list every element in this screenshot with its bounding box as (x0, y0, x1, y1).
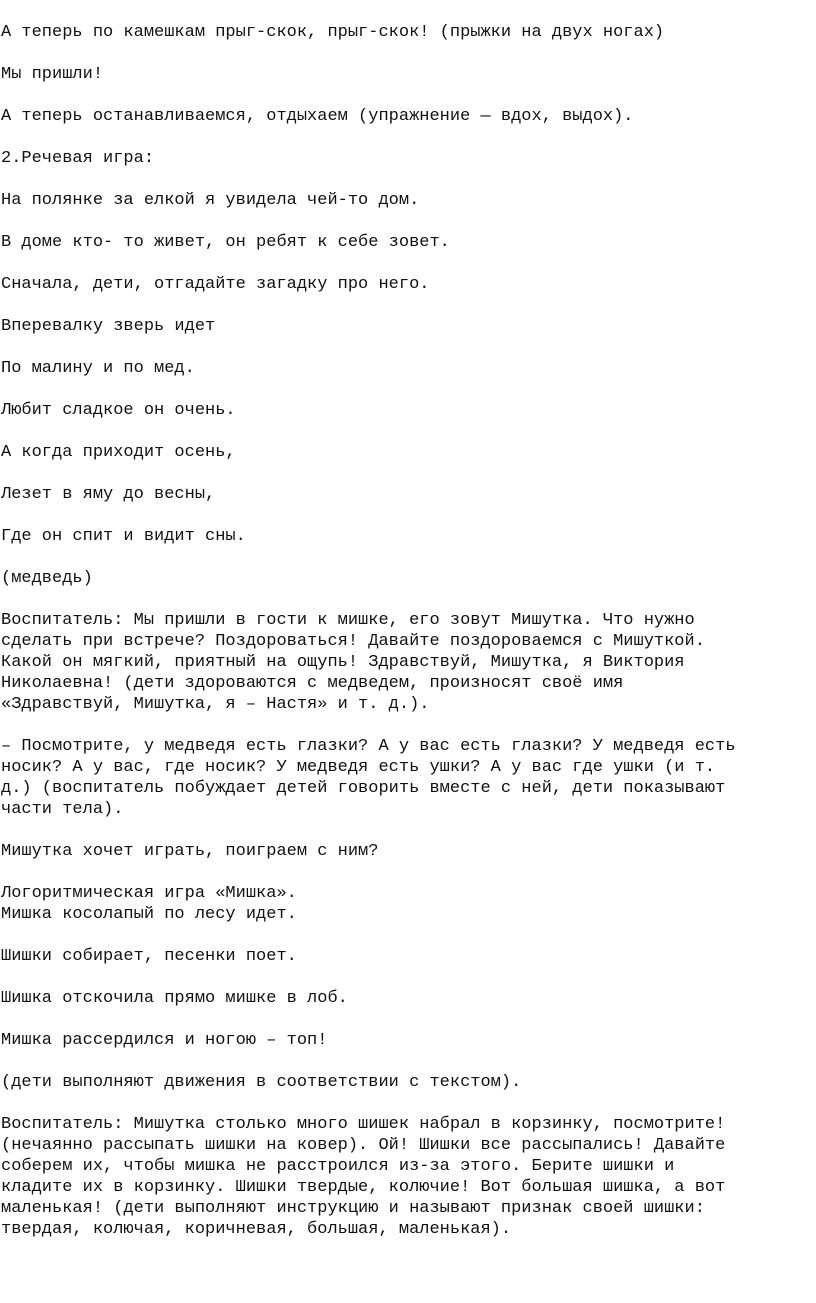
paragraph-body-parts: – Посмотрите, у медведя есть глазки? А у вас есть глазки? У медведя есть носик? А у вас, где носик? У медведя есть ушки? А у вас где ушки (и т. д.) (воспитатель побуждает детей говорить вместе с ней, дети показывают части тела). (1, 737, 736, 819)
riddle-line-5: Лезет в яму до весны, (1, 485, 216, 504)
paragraph-rest: А теперь останавливаемся, отдыхаем (упражнение — вдох, выдох). (1, 107, 634, 126)
paragraph-house: В доме кто- то живет, он ребят к себе зовет. (1, 233, 450, 252)
paragraph-play: Мишутка хочет играть, поиграем с ним? (1, 842, 379, 861)
paragraph-meadow: На полянке за елкой я увидела чей-то дом. (1, 191, 420, 210)
paragraph-teacher-cones: Воспитатель: Мишутка столько много шишек набрал в корзинку, посмотрите! (нечаянно рассыпать шишки на ковер). Ой! Шишки все рассыпались! Давайте соберем их, чтобы мишка не расстроился из-за этого. Берите шишки и кладите их в корзинку. Шишки твердые, колючие! Вот большая шишка, а вот маленькая! (дети выполняют инструкцию и называют признак своей шишки: твердая, колючая, коричневая, большая, маленькая). (1, 1115, 726, 1239)
riddle-line-1: Вперевалку зверь идет (1, 317, 216, 336)
riddle-line-4: А когда приходит осень, (1, 443, 236, 462)
paragraph-riddle-intro: Сначала, дети, отгадайте загадку про него. (1, 275, 430, 294)
poem-line-forehead: Шишка отскочила прямо мишке в лоб. (1, 989, 348, 1008)
riddle-line-2: По малину и по мед. (1, 359, 195, 378)
paragraph-teacher-greeting: Воспитатель: Мы пришли в гости к мишке, его зовут Мишутка. Что нужно сделать при встрече? Поздороваться! Давайте поздороваемся с Мишуткой. Какой он мягкий, приятный на ощупь! Здравствуй, Мишутка, я Виктория Николаевна! (дети здороваются с медведем, произносят своё имя «Здравствуй, Мишутка, я – Настя» и т. д.). (1, 611, 705, 714)
riddle-answer: (медведь) (1, 569, 93, 588)
paragraph-logorhythmic-game: Логоритмическая игра «Мишка». Мишка косолапый по лесу идет. (1, 884, 297, 924)
poem-line-stomp: Мишка рассердился и ногою – топ! (1, 1031, 328, 1050)
paragraph-arrived: Мы пришли! (1, 65, 104, 84)
paragraph-movements-note: (дети выполняют движения в соответствии с текстом). (1, 1073, 522, 1092)
riddle-line-6: Где он спит и видит сны. (1, 527, 246, 546)
riddle-line-3: Любит сладкое он очень. (1, 401, 236, 420)
section-heading-speech-game: 2.Речевая игра: (1, 149, 155, 168)
paragraph-jumping: А теперь по камешкам прыг-скок, прыг-скок! (прыжки на двух ногах) (1, 23, 665, 42)
poem-line-cones: Шишки собирает, песенки поет. (1, 947, 297, 966)
